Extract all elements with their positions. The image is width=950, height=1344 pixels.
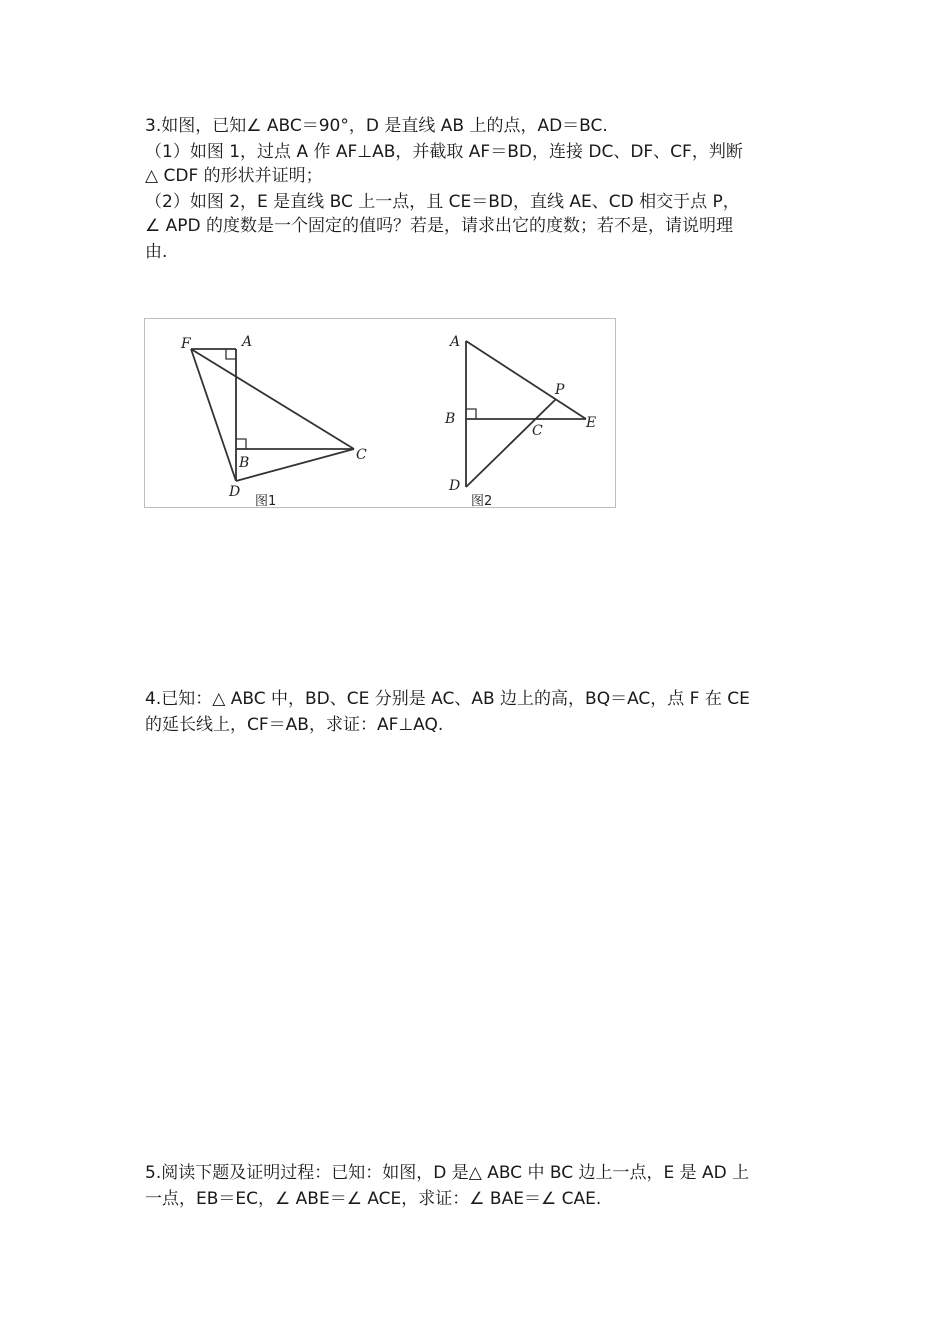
problem-3-line-3: △ CDF 的形状并证明； xyxy=(145,166,323,186)
label-A: A xyxy=(242,334,253,350)
label-A: A xyxy=(450,334,461,350)
label-P: P xyxy=(555,382,565,398)
geometry-figure-panel xyxy=(144,318,616,508)
problem-3-line-4: （2）如图 2，E 是直线 BC 上一点，且 CE＝BD，直线 AE、CD 相交于点 P， xyxy=(145,192,740,212)
label-D: D xyxy=(229,484,241,500)
label-C: C xyxy=(356,447,367,463)
figure-1 xyxy=(180,334,367,509)
problem-4-line-1: 4.已知：△ ABC 中，BD、CE 分别是 AC、AB 边上的高，BQ＝AC，点 F 在 CE xyxy=(145,689,750,709)
segment-DP xyxy=(466,399,556,487)
segment-FD xyxy=(191,349,236,481)
label-C: C xyxy=(532,423,543,439)
problem-4-line-2: 的延长线上，CF＝AB，求证：AF⊥AQ. xyxy=(145,715,444,735)
problem-3-line-1: 3.如图，已知∠ ABC＝90°，D 是直线 AB 上的点，AD＝BC. xyxy=(145,116,608,136)
segment-FC xyxy=(191,349,354,449)
label-B: B xyxy=(445,411,456,427)
problem-5-line-1: 5.阅读下题及证明过程：已知：如图，D 是△ ABC 中 BC 边上一点，E 是 AD 上 xyxy=(145,1163,750,1183)
geometry-figures-svg xyxy=(145,319,617,509)
right-angle-mark-B xyxy=(466,409,476,419)
problem-5-line-2: 一点，EB＝EC，∠ ABE＝∠ ACE，求证：∠ BAE＝∠ CAE. xyxy=(145,1189,602,1209)
right-angle-mark-B xyxy=(236,439,246,449)
label-B: B xyxy=(239,455,250,471)
label-D: D xyxy=(449,478,461,494)
label-F: F xyxy=(181,336,191,352)
segment-DC xyxy=(236,449,354,481)
figure-2-caption: 图2 xyxy=(471,494,493,509)
problem-3-line-5: ∠ APD 的度数是一个固定的值吗？若是，请求出它的度数；若不是，请说明理 xyxy=(145,216,734,236)
segment-AE xyxy=(466,341,586,419)
right-angle-mark-A xyxy=(226,349,236,359)
label-E: E xyxy=(586,415,597,431)
figure-2 xyxy=(444,334,596,509)
figure-1-caption: 图1 xyxy=(255,494,277,509)
problem-3-line-6: 由. xyxy=(145,242,168,262)
problem-3-line-2: （1）如图 1，过点 A 作 AF⊥AB，并截取 AF＝BD，连接 DC、DF、CF，判断 xyxy=(145,142,743,162)
